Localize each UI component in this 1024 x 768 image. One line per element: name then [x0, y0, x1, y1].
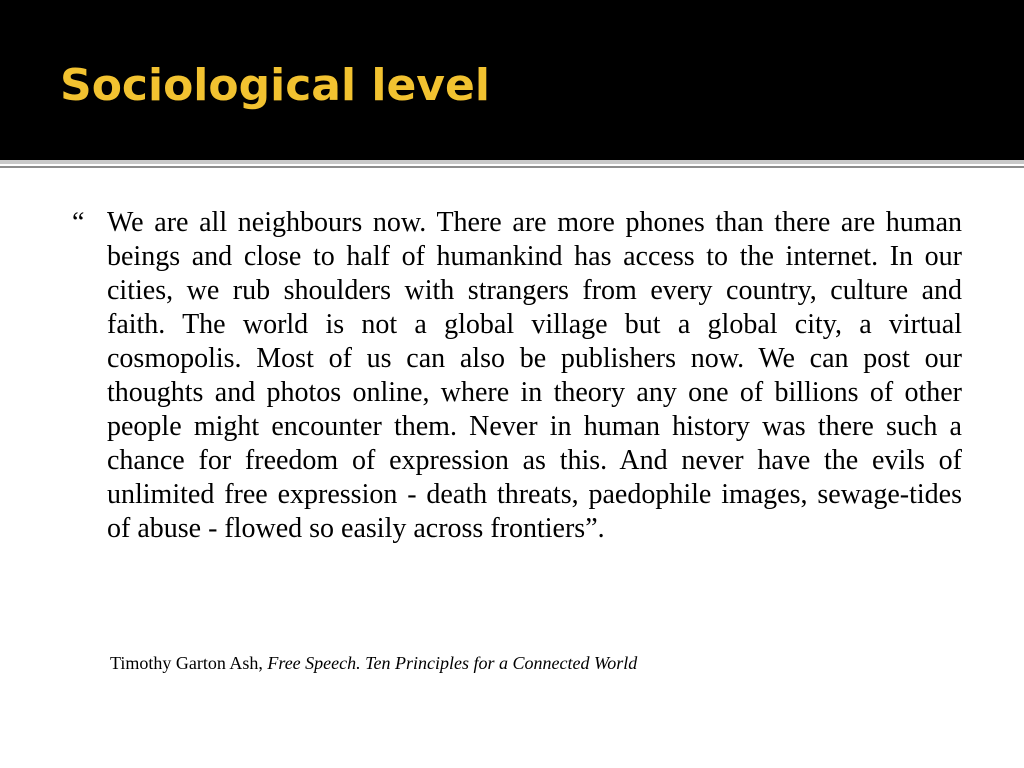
quote-text: We are all neighbours now. There are more phones than there are human beings and close to half of humankind has access to the internet. In our cities, we rub shoulders with strangers from every country, culture and faith. The world is not a global village but a global city, a virtual cosmopolis. Most of us can also be publishers now. We can post our thoughts and photos online, where in theory any one of billions of other people might encounter them. Never in human history was there such a chance for freedom of expression as this. And never have the evils of unlimited free expression - death threats, paedophile images, sewage-tides of abuse - flowed so easily across frontiers”.: [107, 207, 962, 544]
title-bar: [0, 0, 1024, 160]
title-divider-line: [0, 166, 1024, 168]
citation-work-title: Free Speech. Ten Principles for a Connected World: [267, 653, 638, 673]
citation: [110, 652, 637, 674]
quote-block: [72, 206, 962, 546]
slide-title: Sociological level: [60, 60, 490, 111]
title-divider: [0, 160, 1024, 164]
quote-open-mark: “: [72, 207, 85, 238]
citation-author: Timothy Garton Ash,: [110, 653, 268, 673]
